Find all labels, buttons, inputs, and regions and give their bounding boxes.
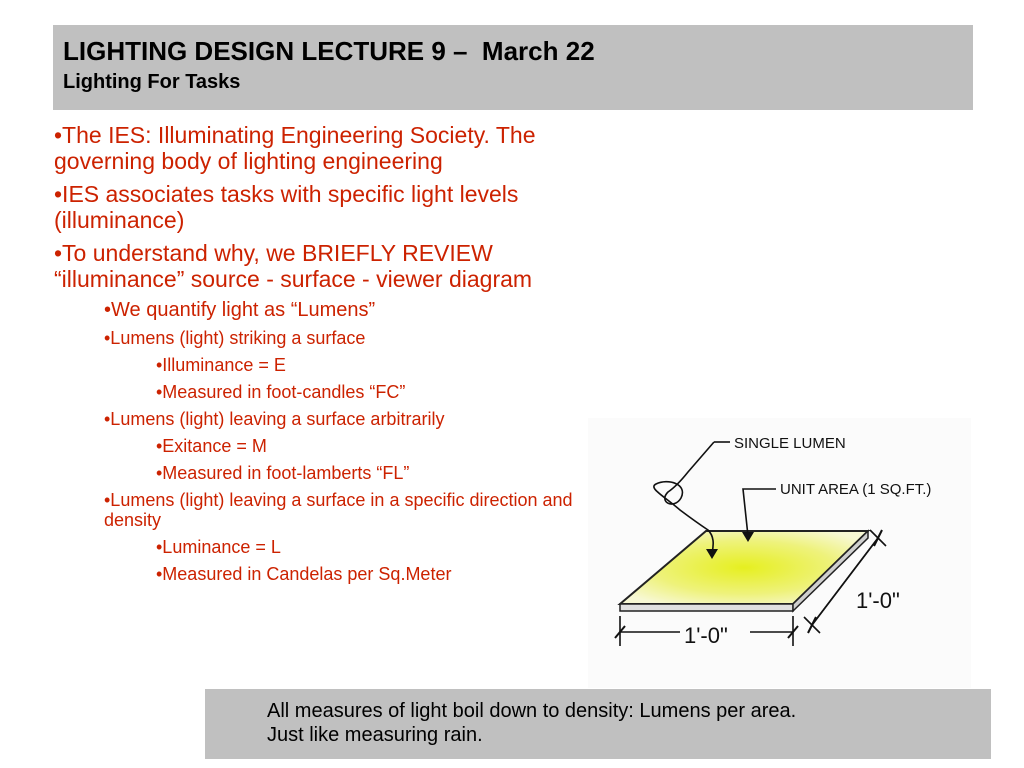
slide-subtitle: Lighting For Tasks [63, 71, 241, 93]
bullet-luminance: •Luminance = L [156, 537, 281, 557]
bullet-review-diagram: •To understand why, we BRIEFLY REVIEW “illuminance” source - surface - viewer diagram [54, 240, 533, 292]
bullet-candelas: •Measured in Candelas per Sq.Meter [156, 564, 452, 584]
bullet-leaving-specific: •Lumens (light) leaving a surface in a specific direction and density [104, 490, 573, 530]
dimension-right-slash-bottom [808, 617, 816, 633]
footer-callout [205, 689, 991, 759]
single-lumen-label: SINGLE LUMEN [734, 435, 846, 452]
title-bar [53, 25, 973, 110]
lumen-diagram-svg [588, 418, 971, 688]
bullet-exitance: •Exitance = M [156, 436, 267, 456]
bullet-ies-definition: •The IES: Illuminating Engineering Society. The governing body of lighting engineering [54, 122, 536, 174]
dimension-right-label: 1'-0" [856, 588, 900, 613]
dimension-right-slash-top [874, 530, 882, 546]
bullet-lumens: •We quantify light as “Lumens” [104, 299, 376, 321]
lumen-diagram [588, 418, 971, 688]
slide-title: LIGHTING DESIGN LECTURE 9 – March 22 [63, 36, 595, 66]
bullet-footcandles: •Measured in foot-candles “FC” [156, 382, 406, 402]
footer-line-2: Just like measuring rain. [267, 724, 483, 746]
bullet-leaving-arbitrarily: •Lumens (light) leaving a surface arbitrarily [104, 409, 445, 429]
bullet-ies-tasks: •IES associates tasks with specific light levels (illuminance) [54, 181, 519, 233]
bullet-list [54, 122, 574, 591]
unit-area-leader [743, 489, 776, 536]
dimension-bottom-label: 1'-0" [684, 623, 728, 648]
unit-area-label: UNIT AREA (1 SQ.FT.) [780, 481, 932, 498]
bullet-illuminance: •Illuminance = E [156, 355, 286, 375]
surface-thickness [620, 604, 793, 611]
bullet-footlamberts: •Measured in foot-lamberts “FL” [156, 463, 410, 483]
bullet-striking-surface: •Lumens (light) striking a surface [104, 328, 366, 348]
footer-line-1: All measures of light boil down to density: Lumens per area. [267, 700, 797, 722]
